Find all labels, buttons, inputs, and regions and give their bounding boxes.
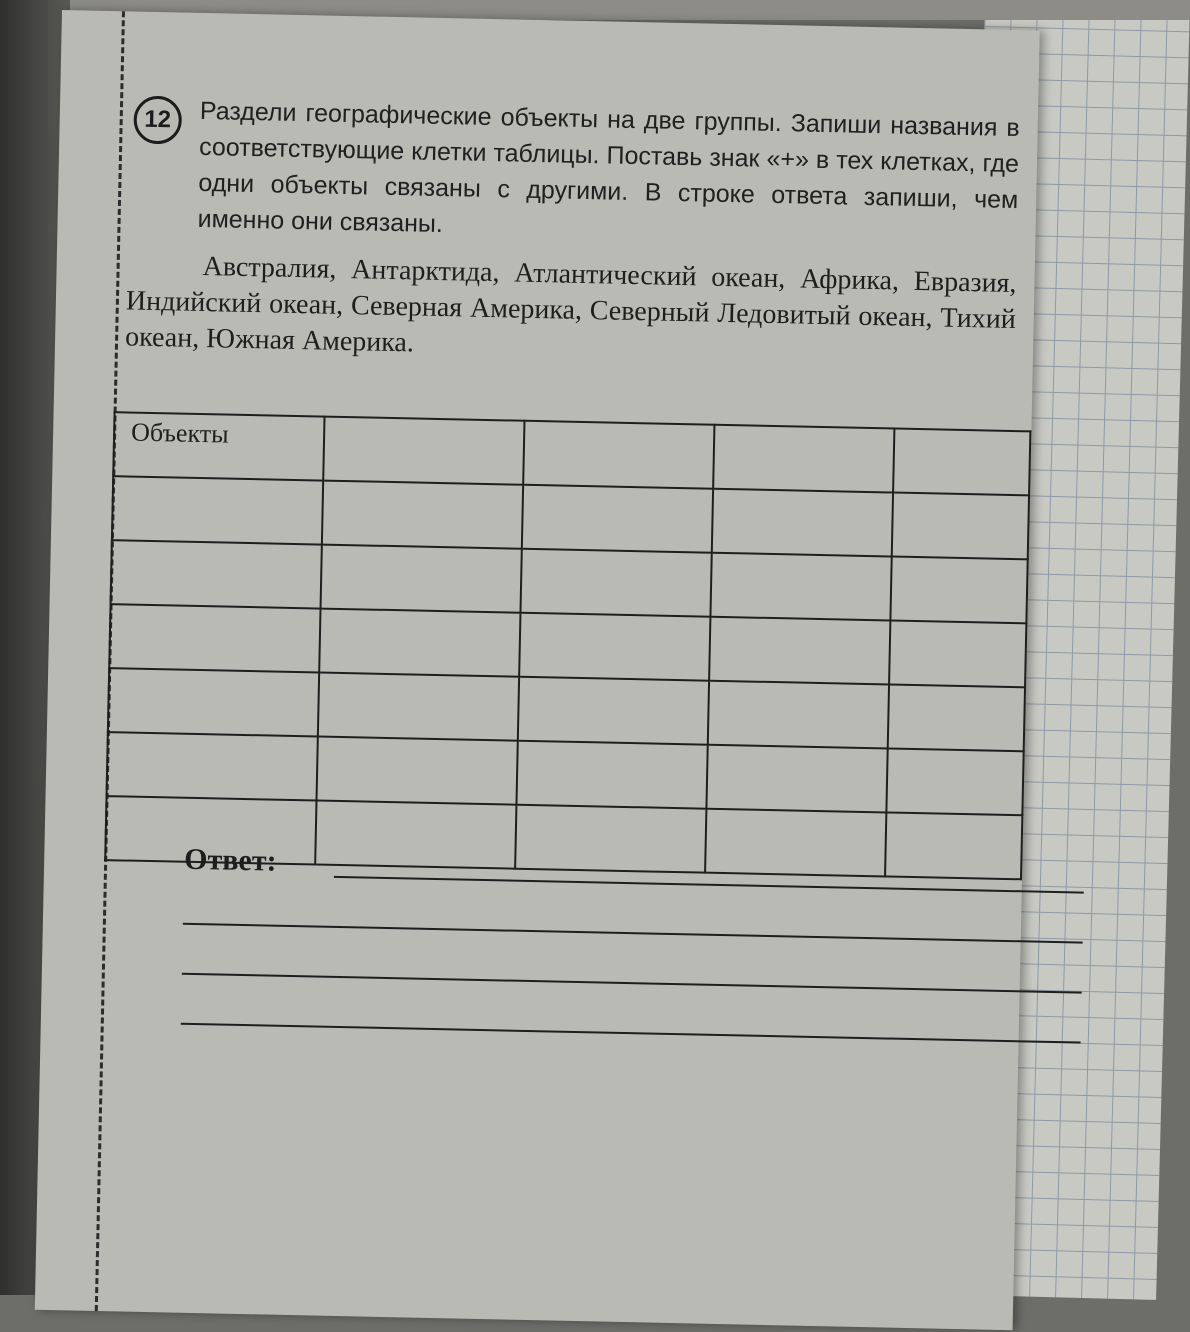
table-cell[interactable] bbox=[889, 620, 1026, 687]
table-cell[interactable] bbox=[319, 609, 520, 677]
answer-label: Ответ: bbox=[183, 842, 277, 878]
table-cell[interactable] bbox=[518, 677, 709, 745]
task-number: 12 bbox=[144, 105, 172, 134]
table-cell[interactable] bbox=[523, 421, 714, 489]
table-cell[interactable] bbox=[706, 745, 887, 813]
table-cell[interactable] bbox=[515, 805, 706, 873]
task-instructions: Раздели географические объекты на две группы. Запиши названия в соответствующие клетки таблицы. Поставь знак «+» в тех клетках, где одни объекты связаны с другими. В строке ответа запиши, чем именно они связаны. bbox=[197, 96, 1021, 239]
table-cell[interactable] bbox=[109, 604, 320, 672]
table-header-objects: Объекты bbox=[113, 412, 324, 480]
table-cell[interactable] bbox=[323, 417, 524, 485]
answer-line[interactable] bbox=[183, 923, 1083, 944]
table-cell[interactable] bbox=[713, 425, 894, 493]
table-cell[interactable] bbox=[522, 485, 713, 553]
table-cell[interactable] bbox=[111, 540, 322, 608]
answer-line[interactable] bbox=[182, 973, 1082, 994]
table-cell[interactable] bbox=[893, 429, 1030, 496]
table-cell[interactable] bbox=[708, 681, 889, 749]
table-cell[interactable] bbox=[890, 556, 1027, 623]
table-cell[interactable] bbox=[888, 684, 1025, 751]
table-cell[interactable] bbox=[705, 809, 886, 877]
table-cell[interactable] bbox=[892, 493, 1029, 560]
table-cell[interactable] bbox=[520, 549, 711, 617]
workbook-page bbox=[35, 10, 1040, 1330]
table-cell[interactable] bbox=[317, 737, 518, 805]
task-number-badge bbox=[133, 96, 182, 145]
table-cell[interactable] bbox=[519, 613, 710, 681]
table-cell[interactable] bbox=[712, 489, 893, 557]
table-cell[interactable] bbox=[322, 481, 523, 549]
table-cell[interactable] bbox=[886, 748, 1023, 815]
table-cell[interactable] bbox=[107, 732, 318, 800]
table-cell[interactable] bbox=[516, 741, 707, 809]
geographic-objects-list: Австралия, Антарктида, Атлантический океан, Африка, Евразия, Индийский океан, Северная Америка, Северный Ледовитый океан, Тихий океан, Южная Америка. bbox=[124, 251, 1017, 359]
table-cell[interactable] bbox=[112, 476, 323, 544]
table-cell[interactable] bbox=[318, 673, 519, 741]
table-cell[interactable] bbox=[709, 617, 890, 685]
table-cell[interactable] bbox=[315, 801, 516, 869]
table-cell[interactable] bbox=[108, 668, 319, 736]
answer-table bbox=[104, 411, 1031, 880]
table-cell[interactable] bbox=[885, 812, 1022, 879]
answer-line[interactable] bbox=[181, 1023, 1081, 1044]
table-cell[interactable] bbox=[710, 553, 891, 621]
table-cell[interactable] bbox=[321, 545, 522, 613]
